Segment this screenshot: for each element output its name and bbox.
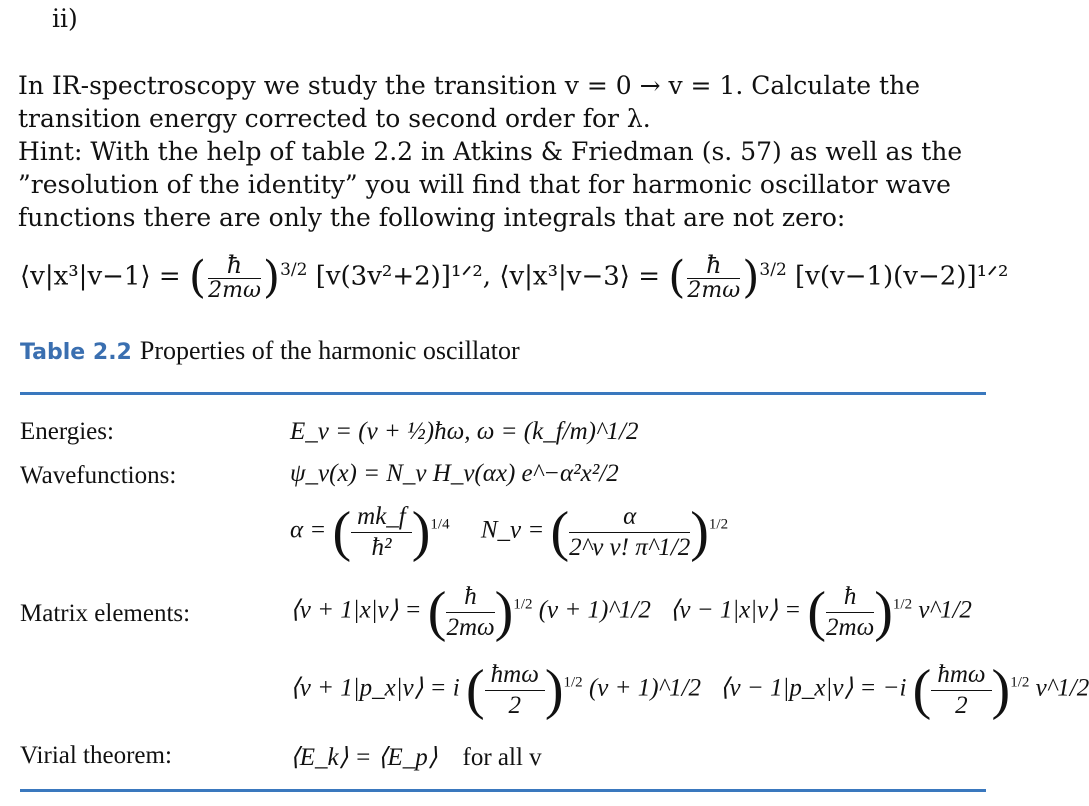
formula-exp-1: 3/2: [280, 259, 308, 280]
p-down-tail: v^1/2: [1035, 674, 1089, 702]
p-up-tail: (v + 1)^1/2: [588, 674, 702, 702]
x-matrix-elements: ⟨v + 1|x|v⟩ = ( $\frac{ħ}{2m\omega}$ )$^{1/2}$ (v + 1)^1/2 ⟨v − 1|x|v⟩ = ( $\frac{ħ}{2m\omega}$ )$^{1/2}$ v^1/2: [290, 581, 972, 643]
formula-rhs1: [v(3v²+2)]¹ᐟ², ⟨v|x³|v−3⟩ =: [315, 261, 660, 292]
p-up-exp: 1/2: [563, 674, 583, 691]
row-label-energies: Energies:: [20, 418, 114, 445]
x-up-exp: 1/2: [513, 596, 533, 613]
table-number: Table 2.2: [20, 340, 132, 365]
p-down-num: ħmω: [931, 660, 991, 691]
formula-exp-2: 3/2: [759, 259, 787, 280]
p-matrix-elements: ⟨v + 1|p_x|v⟩ = i ( ħmω 2 )$^{1/2}$ (v + 1)^1/2 ⟨v − 1|p_x|v⟩ = −i ( ħmω 2 )$^{1/2}$ v^1/2: [290, 659, 1089, 721]
alpha-lhs: α =: [290, 516, 327, 544]
x-down-den: 2mω: [826, 613, 875, 641]
norm-exp: 1/2: [708, 516, 729, 533]
row-label-wavefunctions: Wavefunctions:: [20, 462, 177, 489]
norm-lhs: N_v =: [480, 516, 545, 544]
virial-equation: [290, 742, 542, 772]
formula-den-1: 2mω: [208, 278, 261, 303]
x-down-exp: 1/2: [892, 596, 913, 613]
wavefunction-equation: ψ_v(x) = N_v H_v(αx) e^−α²x²/2: [290, 460, 619, 487]
x-up-tail: (v + 1)^1/2: [538, 596, 651, 624]
p-down-den: 2: [955, 691, 968, 719]
virial-eq: ⟨E_k⟩ = ⟨E_p⟩: [290, 744, 438, 771]
problem-label: ii): [52, 4, 78, 33]
p-up-num: ħmω: [485, 660, 545, 691]
row-label-matrix: Matrix elements:: [20, 600, 191, 627]
table-caption: [20, 336, 520, 366]
problem-text: In IR-spectroscopy we study the transition v = 0 → v = 1. Calculate the transition energy corrected to second order for λ.: [18, 71, 920, 133]
table-top-rule: [20, 392, 986, 395]
p-up-den: 2: [508, 691, 521, 719]
alpha-exp: 1/4: [430, 516, 450, 533]
p-down-exp: 1/2: [1010, 674, 1030, 691]
formula-rhs2: [v(v−1)(v−2)]¹ᐟ²: [795, 261, 1009, 292]
formula-lhs1: ⟨v|x³|v−1⟩ =: [20, 261, 181, 292]
energies-equation: E_v = (v + ½)ħω, ω = (k_f/m)^1/2: [290, 418, 639, 445]
normalization-equations: α = ( $\frac{mk\_f}{\text{ħ²}}$ )$^{1/4}$ N_v = ( $\frac{\alpha}{\text{2\textasciicircum{}v v! π\textasciicircum{}1/2}}$ )$^{1/2}$: [290, 501, 729, 563]
p-down-lhs: ⟨v − 1|p_x|v⟩ = −i: [719, 674, 907, 702]
formula-hbar-1: ħ: [208, 252, 261, 279]
norm-num: α: [569, 502, 690, 533]
alpha-num: mk_f: [351, 502, 412, 533]
formula-den-2: 2mω: [687, 278, 741, 303]
table-title: Properties of the harmonic oscillator: [139, 336, 520, 365]
x-down-tail: v^1/2: [918, 596, 972, 624]
alpha-den: ħ²: [371, 533, 392, 561]
table-bottom-rule: [20, 789, 986, 792]
x-down-lhs: ⟨v − 1|x|v⟩ =: [669, 596, 802, 624]
x-up-num: ħ: [446, 582, 494, 613]
x-up-lhs: ⟨v + 1|x|v⟩ =: [290, 596, 422, 624]
x-up-den: 2mω: [446, 613, 495, 641]
hint-text: Hint: With the help of table 2.2 in Atkins & Friedman (s. 57) as well as the ”resolution of the identity” you will find that for harmonic oscillator wave functions there are only the following integrals that are not zero:: [18, 137, 963, 232]
formula-hbar-2: ħ: [687, 252, 740, 279]
p-up-lhs: ⟨v + 1|p_x|v⟩ = i: [290, 674, 460, 702]
integral-formula: ⟨v|x³|v−1⟩ = ( $\frac{ħ}{2m\omega}$ )$^{3/2}$ [v(3v²+2)]¹ᐟ², ⟨v|x³|v−3⟩ = ( $\frac{ħ}{2m\omega}$ )$^{3/2}$ [v(v−1)(v−2)]¹ᐟ²: [20, 251, 1009, 303]
norm-den: 2^v v! π^1/2: [569, 533, 691, 561]
virial-note: for all v: [462, 744, 542, 771]
row-label-virial: Virial theorem:: [20, 742, 172, 769]
x-down-num: ħ: [826, 582, 874, 613]
